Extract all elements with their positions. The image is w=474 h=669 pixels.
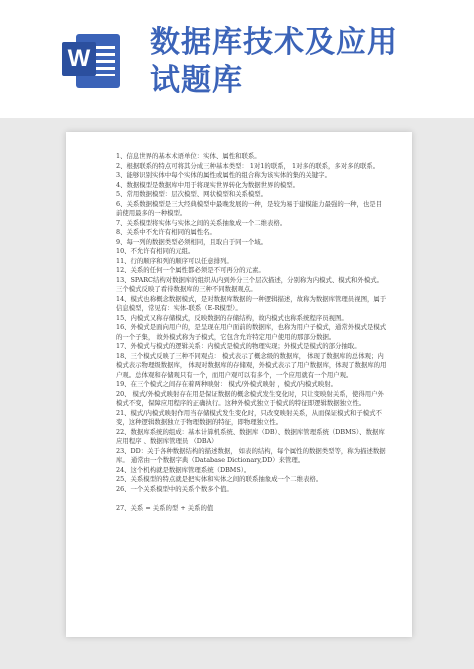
list-item: 24、这个机构就是数据库管理系统（DBMS）。 [116, 465, 251, 474]
title-line-1: 数据库技术及应用 [150, 25, 398, 60]
list-item: 25、关系模型的特点就是把实体和实体之间的联系抽象成一个二维表格。 [116, 475, 323, 483]
header [0, 0, 474, 118]
list-item: 2、根据联系的特点可将其分成三种基本类型： 1对1的联系， 1对多的联系，多对多的联系。 [116, 161, 380, 170]
list-item: 16、外模式是面向用户的，是呈现在用户面前的数据库，也称为用户子模式，通常外模式是模式的一个子集， 故外模式称为子模式，它包含允许特定用户使用的那部分数据。 [116, 323, 387, 341]
list-item: 8、关系中不允许有相同的属性名。 [116, 228, 216, 236]
list-item: 3、能够识别实体中每个实体的属性或属性的组合称为该实体的集的关键字。 [116, 171, 331, 179]
document-content [116, 152, 388, 514]
list-item: 5、常用数据模型：层次模型、网状模型和关系模型。 [116, 190, 268, 198]
list-item: 1、信息世界的基本术语单位：实体、属性和联系。 [116, 152, 261, 160]
list-item: 21、模式/内模式映射作用当存储模式发生变化时，只改变映射关系，从而保证模式和子模式不变，这种逻辑数据独立于物理数据的特征，即物理独立性。 [116, 408, 382, 426]
list-item: 7、关系模型将实体与实体之间的关系抽象成一个二维表格。 [116, 218, 287, 227]
list-item: 22、数据库系统的组成：基本计算机系统、数据库（DB）、数据库管理系统（DBMS）、数据库应用程序 、数据库管理员 （DBA） [116, 427, 385, 445]
list-item: 12、关系的任何一个属性都必须是不可再分的元素。 [116, 266, 265, 274]
list-item: 9、每一列的数据类型必须相同，且取自于同一个域。 [116, 237, 268, 246]
list-item: 15、内模式又称存储模式，反映数据的存储结构，故内模式也称系统程序员视图。 [116, 313, 348, 322]
title-line-2: 试题库 [150, 63, 243, 98]
list-item: 11、行的顺序和列的顺序可以任意排列。 [116, 256, 233, 265]
word-logo-letter: W [62, 42, 96, 76]
list-item: 10、不允许有相同的元组。 [116, 247, 195, 255]
list-item: 23、DD：关于各种数据结构的描述数据， 如表的结构，每个属性的数据类型等，称为描述数据库。 通常由一个数据字典（Database Dictionary,DD）来管理。 [116, 446, 386, 464]
list-item: 20、 模式/外模式映射存在用是保证数据的概念模式发生变化时，只让变映射关系，使得用户外模式不变，保障应用程序的正确执行。这种外模式独立于模式的特征即逻辑数据独立性。 [116, 389, 384, 407]
list-item: 13、SPARC结构对数据库的组织从内到外分三个层次描述，分别称为内模式、模式和外模式。三个模式反映了看待数据库的三种不同数据观点。 [116, 275, 383, 293]
list-item: 17、外模式与模式的逻辑关系：内模式是模式的物理实现；外模式是模式的部分抽取。 [116, 342, 361, 350]
document-page [66, 132, 412, 637]
list-item-last: 27、关系 = 关系的型 + 关系的值 [116, 504, 214, 512]
list-item: 19、在三个模式之间存在着两种映射： 模式/外模式映射 ，模式/内模式映射。 [116, 380, 337, 388]
list-item: 4、数据模型是数据库中用于将现实世界转化为数据世界的模型。 [116, 180, 300, 189]
list-item: 14、模式也称概念数据模式，是对数据库数据的一种逻辑描述，故称为数据库管理员视图，属于信息模型，常见有：实体-联系（E-R模型）。 [116, 294, 387, 312]
page-title [150, 24, 460, 100]
list-item: 6、关系数据模型是三大经典模型中最晚发展的一种，是较为易于建模能力最强的一种，也是目前使用最多的一种模型。 [116, 199, 383, 217]
word-document-icon [62, 30, 124, 92]
list-item: 18、三个模式反映了三种不同观点： 模式表示了概念级的数据库， 体现了数据库的总体观；内模式表示物理级数据库， 体现对数据库的存储观，外模式表示了用户数据库，体现了数据库的用户观。总体观和存储观只有一个，而用户观可以有多个，一个应用就有一个用户观。 [116, 351, 387, 379]
list-item: 26、一个关系模型中的关系个数多个值。 [116, 484, 233, 493]
spacer [116, 494, 388, 504]
